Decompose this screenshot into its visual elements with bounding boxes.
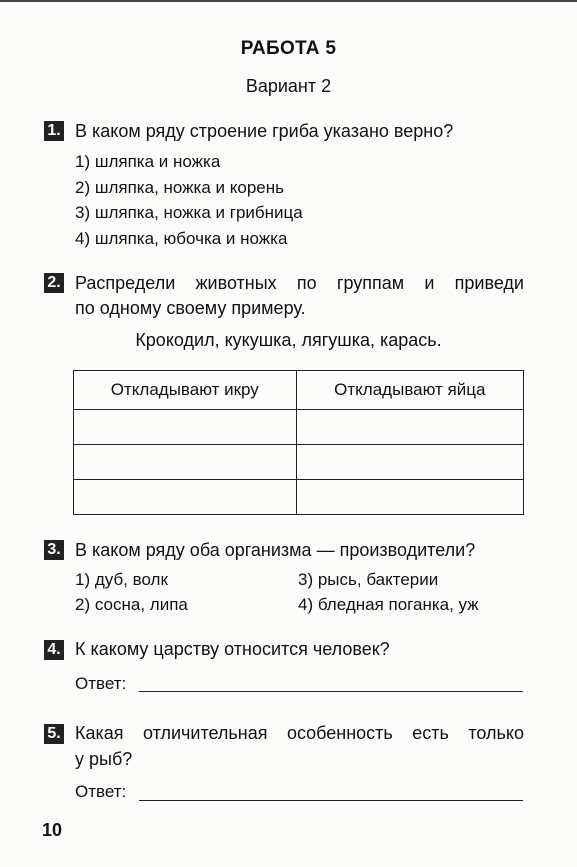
table-cell-input[interactable] bbox=[74, 480, 297, 515]
question-1-number: 1. bbox=[44, 121, 64, 141]
question-1-option-4: 4) шляпка, юбочка и ножка bbox=[75, 229, 288, 248]
question-5-number: 5. bbox=[44, 724, 64, 744]
question-4-answer-line[interactable] bbox=[139, 691, 523, 692]
question-5-answer-line[interactable] bbox=[139, 800, 523, 801]
page-number: 10 bbox=[42, 820, 63, 840]
question-5-answer-label: Ответ: bbox=[75, 782, 127, 801]
table-cell-input[interactable] bbox=[296, 445, 523, 480]
table-row bbox=[74, 445, 524, 480]
question-3-text: В каком ряду оба организма — производители? bbox=[75, 540, 476, 560]
question-4-answer-label: Ответ: bbox=[75, 674, 127, 693]
question-3-option-4: 4) бледная поганка, уж bbox=[298, 595, 479, 614]
table-cell-input[interactable] bbox=[296, 480, 523, 515]
question-3-option-3: 3) рысь, бактерии bbox=[298, 570, 439, 589]
question-4-text: К какому царству относится человек? bbox=[75, 639, 390, 659]
table-header-row bbox=[74, 371, 524, 410]
table-row bbox=[74, 480, 524, 515]
page-title: РАБОТА 5 bbox=[240, 38, 337, 59]
classification-table bbox=[73, 370, 524, 515]
question-5-text-line-2: у рыб? bbox=[75, 749, 133, 769]
question-4-number: 4. bbox=[44, 640, 64, 660]
question-1-option-3: 3) шляпка, ножка и грибница bbox=[75, 203, 303, 222]
table-header-cell: Откладывают икру bbox=[74, 371, 297, 410]
table-header-cell: Откладывают яйца bbox=[296, 371, 523, 410]
table-row bbox=[74, 410, 524, 445]
table-cell-input[interactable] bbox=[74, 445, 297, 480]
question-2-text-line-1: Распредели животных по группам и приведи bbox=[75, 273, 524, 293]
question-3-option-1: 1) дуб, волк bbox=[75, 570, 168, 589]
question-5-text-line-1: Какая отличительная особенность есть только bbox=[75, 723, 524, 743]
table-cell-input[interactable] bbox=[296, 410, 523, 445]
question-3-number: 3. bbox=[44, 540, 64, 560]
top-rule bbox=[0, 0, 577, 2]
question-1-option-2: 2) шляпка, ножка и корень bbox=[75, 178, 284, 197]
variant-label: Вариант 2 bbox=[245, 76, 332, 96]
question-1-option-1: 1) шляпка и ножка bbox=[75, 152, 221, 171]
animal-list: Крокодил, кукушка, лягушка, карась. bbox=[135, 330, 442, 350]
question-2-text-line-2: по одному своему примеру. bbox=[75, 298, 306, 318]
question-2-number: 2. bbox=[44, 273, 64, 293]
question-1-text: В каком ряду строение гриба указано верно? bbox=[75, 121, 454, 141]
table-cell-input[interactable] bbox=[74, 410, 297, 445]
question-3-option-2: 2) сосна, липа bbox=[75, 595, 188, 614]
